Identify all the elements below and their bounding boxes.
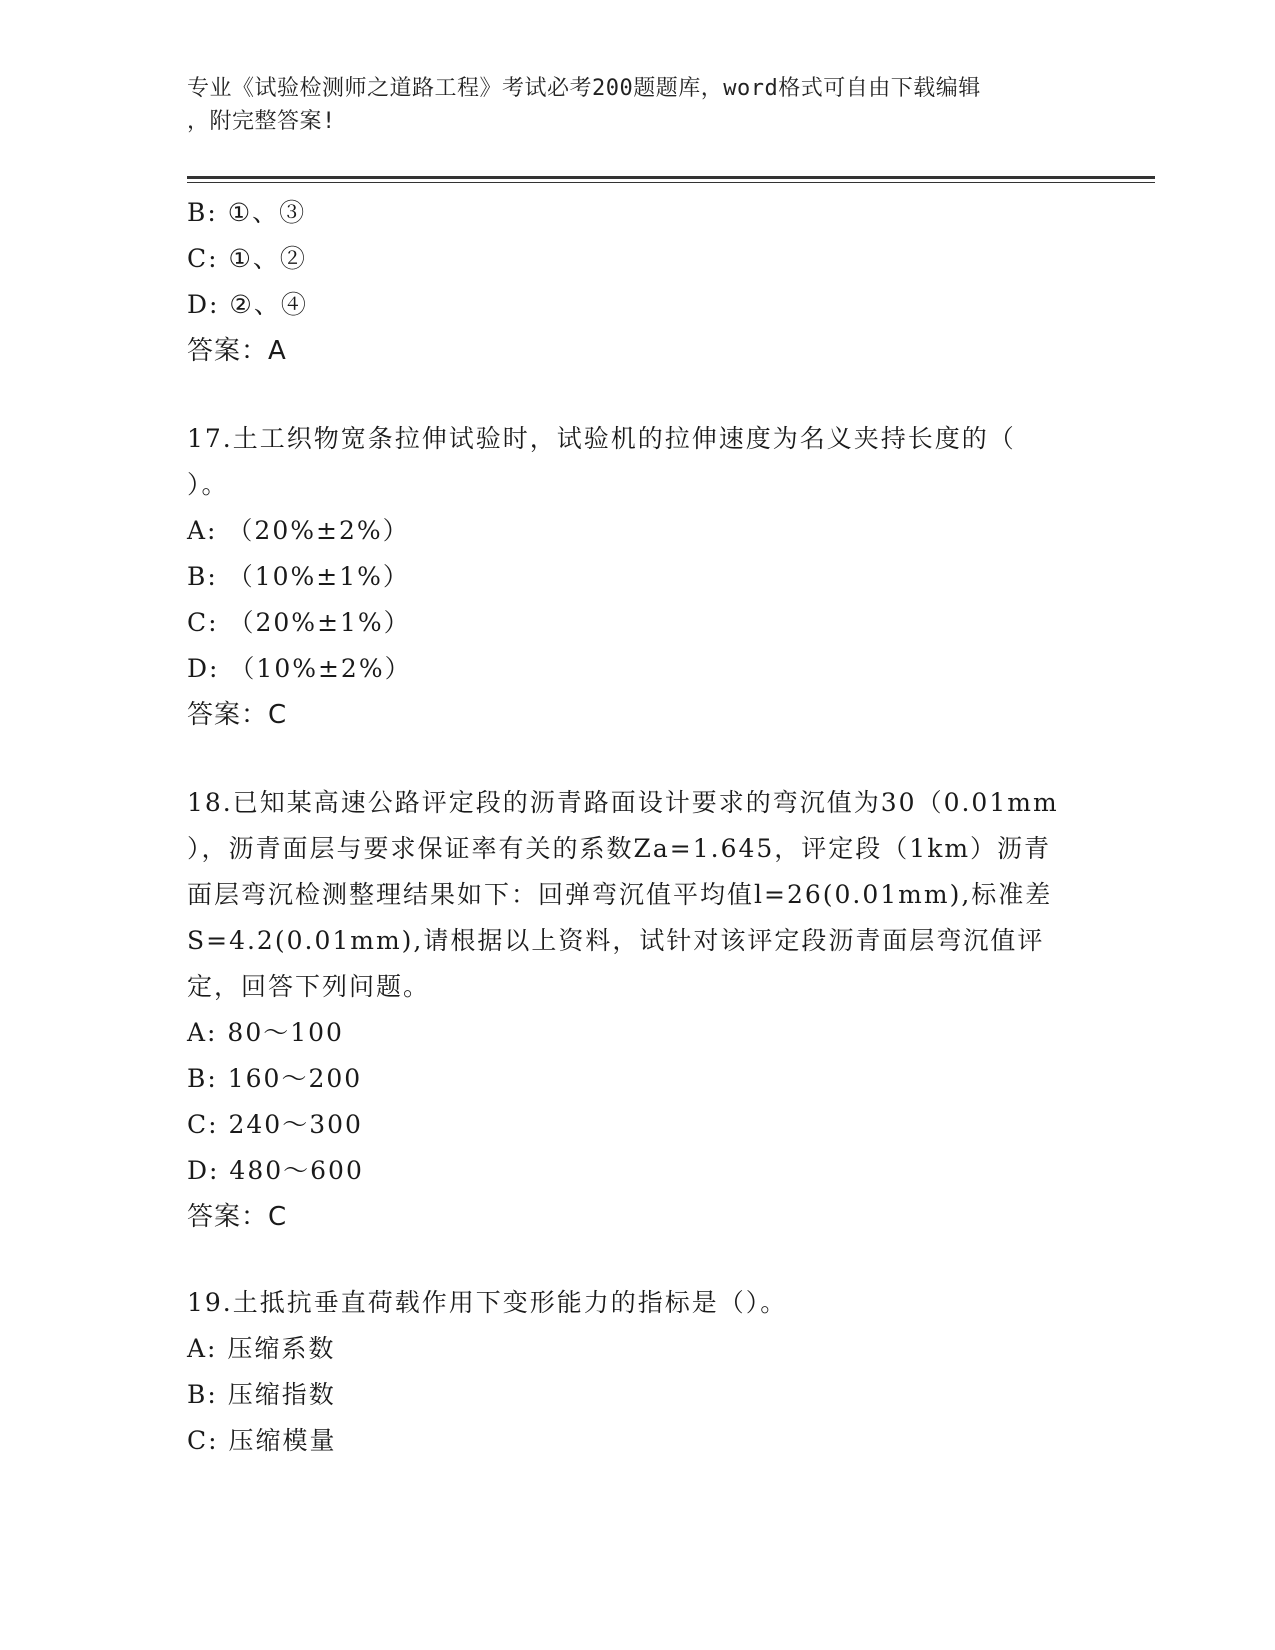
- option-a: A: 80～100: [187, 1018, 344, 1047]
- document-body: [187, 190, 1087, 1464]
- option-b: B: ①、③: [187, 198, 307, 227]
- question-text: 面层弯沉检测整理结果如下：回弹弯沉值平均值l=26(0.01mm),标准差: [187, 880, 1053, 909]
- question-16: [187, 190, 1087, 374]
- spacer: [187, 738, 1087, 780]
- header-line: 专业《试验检测师之道路工程》考试必考200题题库，word格式可自由下载编辑: [187, 76, 981, 101]
- option-d: D: （10%±2%）: [187, 654, 412, 683]
- option-c: C: 压缩模量: [187, 1426, 337, 1455]
- option-b: B: 160～200: [187, 1064, 363, 1093]
- answer: 答案：A: [187, 336, 287, 366]
- question-19: [187, 1280, 1087, 1464]
- question-text: ）。: [187, 470, 229, 499]
- option-d: D: 480～600: [187, 1156, 364, 1185]
- question-text: ），沥青面层与要求保证率有关的系数Za=1.645，评定段（1km）沥青: [187, 834, 1052, 863]
- spacer: [187, 374, 1087, 416]
- option-b: B: （10%±1%）: [187, 562, 410, 591]
- question-text: 18.已知某高速公路评定段的沥青路面设计要求的弯沉值为30（0.01mm: [187, 788, 1059, 817]
- question-text: 17.土工织物宽条拉伸试验时，试验机的拉伸速度为名义夹持长度的（: [187, 424, 1016, 453]
- option-c: C: 240～300: [187, 1110, 363, 1139]
- answer: 答案：C: [187, 700, 288, 730]
- question-text: 19.土抵抗垂直荷载作用下变形能力的指标是（）。: [187, 1288, 788, 1317]
- header-divider-thin: [187, 182, 1155, 183]
- option-a: A: 压缩系数: [187, 1334, 336, 1363]
- option-c: C: （20%±1%）: [187, 608, 411, 637]
- answer: 答案：C: [187, 1202, 288, 1232]
- spacer: [187, 1240, 1087, 1280]
- option-a: A: （20%±2%）: [187, 516, 410, 545]
- option-c: C: ①、②: [187, 244, 307, 273]
- question-text: S=4.2(0.01mm),请根据以上资料，试针对该评定段沥青面层弯沉值评: [187, 926, 1045, 955]
- question-17: [187, 416, 1087, 738]
- document-header: [187, 72, 1067, 138]
- header-divider: [187, 176, 1155, 179]
- option-b: B: 压缩指数: [187, 1380, 336, 1409]
- question-text: 定，回答下列问题。: [187, 972, 431, 1001]
- option-d: D: ②、④: [187, 290, 308, 319]
- header-line: ，附完整答案!: [187, 109, 336, 134]
- question-18: [187, 780, 1087, 1240]
